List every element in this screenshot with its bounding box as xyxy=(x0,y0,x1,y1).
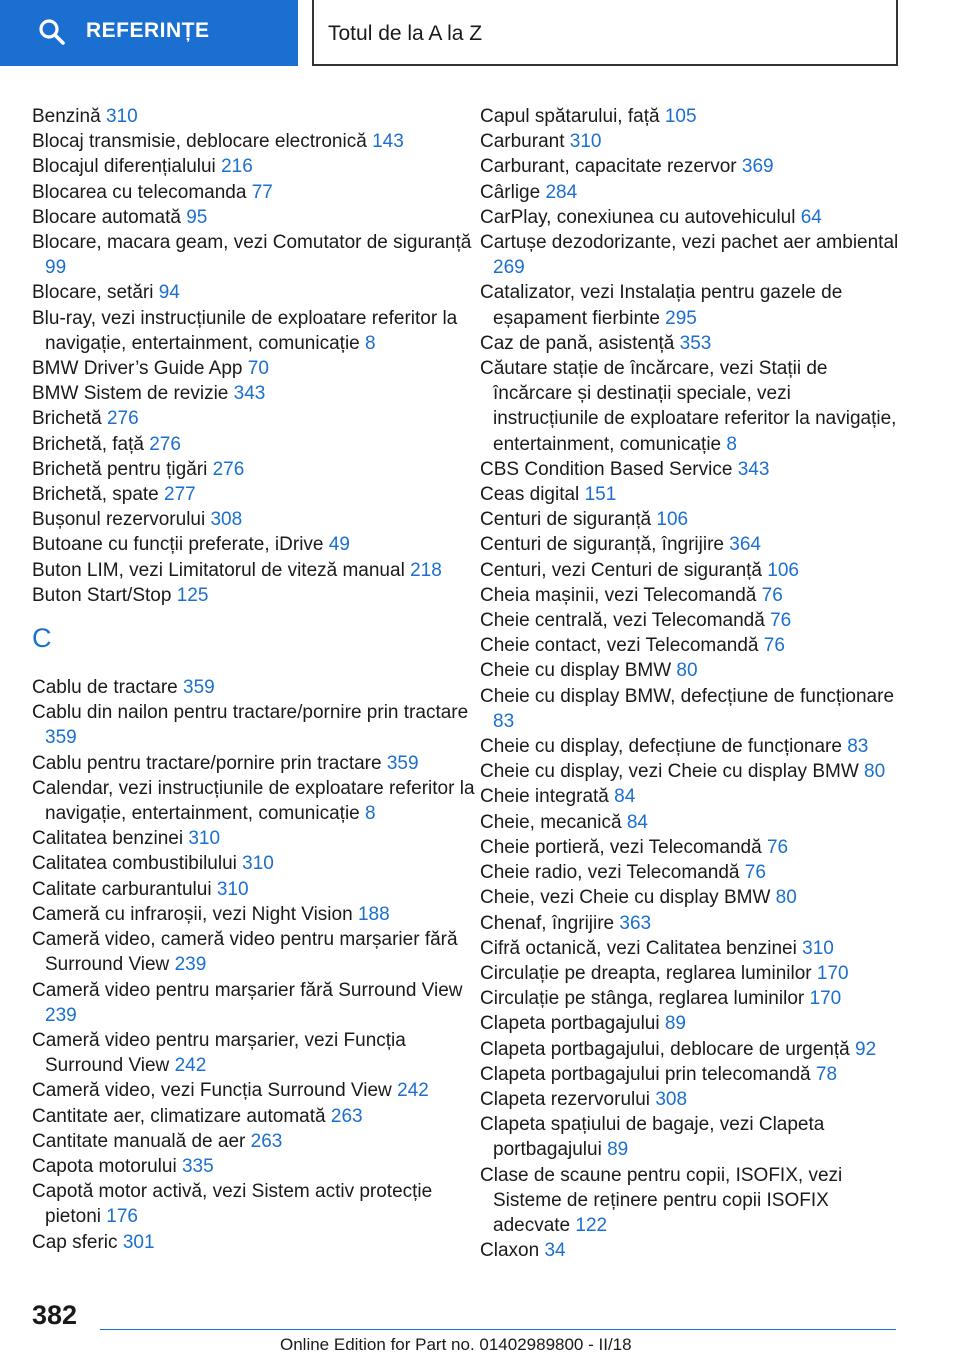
entry-text: Cheie cu display, defecțiune de funcționare xyxy=(480,736,842,758)
page-link[interactable]: 76 xyxy=(766,836,789,858)
index-entry xyxy=(480,885,900,910)
entry-text: Blocaj transmisie, deblocare electronică xyxy=(32,131,367,153)
index-entry xyxy=(32,1078,477,1103)
index-entry xyxy=(32,230,477,280)
index-entry xyxy=(480,356,900,457)
page-link[interactable]: 335 xyxy=(181,1155,214,1177)
entry-text: Claxon xyxy=(480,1240,540,1262)
page-link[interactable]: 8 xyxy=(365,803,376,825)
index-column-left xyxy=(32,104,477,1255)
index-entry xyxy=(480,1163,900,1239)
page-link[interactable]: 105 xyxy=(664,106,697,127)
page-link[interactable]: 363 xyxy=(619,912,652,934)
tab-referinte[interactable] xyxy=(0,0,298,66)
entry-text: Blu-ray, vezi instrucțiunile de exploatare referitor la navigație, entertainment, comunicație xyxy=(32,307,458,354)
entry-text: Blocajul diferențialului xyxy=(32,156,216,178)
index-entry xyxy=(480,684,900,734)
page-title: Totul de la A la Z xyxy=(328,22,483,45)
index-entry xyxy=(480,457,900,482)
page-link[interactable]: 301 xyxy=(122,1231,155,1253)
entry-text: Calitate carburantului xyxy=(32,878,212,900)
entry-text: Blocare automată xyxy=(32,206,181,228)
entry-text: Cârlige xyxy=(480,181,541,203)
entry-text: CarPlay, conexiunea cu autovehiculul xyxy=(480,206,796,228)
header-title-box xyxy=(312,0,898,66)
entry-text: Calendar, vezi instrucțiunile de exploatare referitor la navigație, entertainment, comunicație xyxy=(32,777,475,825)
entry-text: Cameră video pentru marșarier fără Surround View xyxy=(32,979,463,1001)
index-entry xyxy=(480,860,900,885)
index-entry xyxy=(32,104,477,129)
page-link[interactable]: 369 xyxy=(741,156,774,178)
page-link[interactable]: 89 xyxy=(607,1139,629,1161)
index-entry xyxy=(32,154,477,179)
index-entry xyxy=(32,851,477,876)
page-link[interactable]: 295 xyxy=(665,307,697,329)
page-link[interactable]: 76 xyxy=(770,610,792,632)
index-entry xyxy=(480,583,900,608)
entry-text: Circulație pe dreapta, reglarea luminilor xyxy=(480,962,812,984)
page-link[interactable]: 277 xyxy=(164,484,196,506)
page-link[interactable]: 364 xyxy=(729,534,761,556)
entry-text: Ceas digital xyxy=(480,484,580,506)
entry-text: Cablu pentru tractare/pornire prin tractare xyxy=(32,752,382,774)
entry-text: Cifră octanică, vezi Calitatea benzinei xyxy=(480,937,797,959)
entry-text: Blocarea cu telecomanda xyxy=(32,181,247,203)
index-column-right xyxy=(480,104,900,1263)
index-entry xyxy=(32,700,477,750)
entry-text: Bușonul rezervorului xyxy=(32,509,206,531)
page-link[interactable]: 343 xyxy=(737,458,770,480)
page-link[interactable]: 359 xyxy=(45,727,77,749)
entry-text: Centuri de siguranță, îngrijire xyxy=(480,534,724,556)
index-entry xyxy=(32,406,477,431)
header xyxy=(0,0,960,66)
entry-text: Cheie cu display BMW xyxy=(480,660,672,682)
index-entry xyxy=(480,759,900,784)
page-link[interactable]: 76 xyxy=(761,584,783,606)
index-entry xyxy=(480,331,900,356)
page-link[interactable]: 276 xyxy=(106,408,139,430)
index-entry xyxy=(480,230,900,280)
index-entry xyxy=(32,180,477,205)
entry-text: CBS Condition Based Service xyxy=(480,458,733,480)
entry-text: Brichetă xyxy=(32,408,102,430)
page-link[interactable]: 70 xyxy=(247,358,269,380)
index-entry xyxy=(32,532,477,557)
entry-text: Clapeta portbagajului prin telecomandă xyxy=(480,1063,811,1085)
index-entry xyxy=(32,558,477,583)
entry-text: Cheia mașinii, vezi Telecomandă xyxy=(480,584,757,606)
page-link[interactable]: 310 xyxy=(105,106,138,127)
page-link[interactable]: 8 xyxy=(365,332,376,354)
entry-text: Benzină xyxy=(32,106,101,127)
entry-text: BMW Driver’s Guide App xyxy=(32,358,243,380)
index-entry xyxy=(480,1037,900,1062)
index-entry xyxy=(480,180,900,205)
page-link[interactable]: 239 xyxy=(45,1004,77,1026)
index-entry xyxy=(32,675,477,700)
page-link[interactable]: 284 xyxy=(545,181,578,203)
entry-text: Caz de pană, asistență xyxy=(480,332,675,354)
entry-text: Clapeta portbagajului, deblocare de urgență xyxy=(480,1038,850,1060)
index-entry xyxy=(32,978,477,1028)
page-link[interactable]: 216 xyxy=(221,156,253,178)
entry-text: Blocare, macara geam, vezi Comutator de siguranță xyxy=(32,232,472,254)
entry-text: Catalizator, vezi Instalația pentru gazele de eșapament fierbinte xyxy=(480,282,843,329)
entry-text: Clapeta portbagajului xyxy=(480,1013,660,1035)
index-entry xyxy=(480,911,900,936)
index-entry xyxy=(32,877,477,902)
footer-edition: Online Edition for Part no. 01402989800 - II/18 xyxy=(280,1335,632,1354)
entry-text: Cheie cu display BMW, defecțiune de funcționare xyxy=(480,685,895,707)
entry-text: Capul spătarului, față xyxy=(480,106,660,127)
page-link[interactable]: 170 xyxy=(809,988,842,1010)
index-entry xyxy=(32,583,477,608)
index-entry xyxy=(480,482,900,507)
index-entry xyxy=(32,507,477,532)
page-link[interactable]: 78 xyxy=(815,1063,838,1085)
page-link[interactable]: 77 xyxy=(251,181,273,203)
page-link[interactable]: 310 xyxy=(188,828,221,850)
index-entry xyxy=(480,507,900,532)
entry-text: Clase de scaune pentru copii, ISOFIX, vezi Sisteme de reținere pentru copii ISOFIX adecvate xyxy=(480,1164,843,1236)
index-entry xyxy=(480,608,900,633)
page-link[interactable]: 242 xyxy=(397,1080,429,1102)
index-entry xyxy=(32,381,477,406)
page-link[interactable]: 151 xyxy=(584,484,617,506)
entry-text: Cheie contact, vezi Telecomandă xyxy=(480,635,759,657)
entry-text: Cameră video, vezi Funcția Surround View xyxy=(32,1080,392,1102)
page-link[interactable]: 239 xyxy=(174,954,207,976)
entry-text: Cameră video, cameră video pentru marșarier fără Surround View xyxy=(32,929,458,976)
page-link[interactable]: 188 xyxy=(357,903,390,925)
page-link[interactable]: 276 xyxy=(149,433,181,455)
entry-text: Buton LIM, vezi Limitatorul de viteză manual xyxy=(32,559,405,581)
entry-text: Blocare, setări xyxy=(32,282,154,304)
entry-text: Brichetă, spate xyxy=(32,484,159,506)
index-entry xyxy=(480,1087,900,1112)
entry-text: Carburant xyxy=(480,131,565,153)
entry-text: Butoane cu funcții preferate, iDrive xyxy=(32,534,324,556)
index-entry xyxy=(480,633,900,658)
index-entry xyxy=(480,129,900,154)
page-link[interactable]: 8 xyxy=(726,433,737,455)
page-link[interactable]: 84 xyxy=(614,786,636,808)
index-entry xyxy=(32,457,477,482)
entry-text: Capotă motor activă, vezi Sistem activ protecție pietoni xyxy=(32,1181,433,1228)
tab-label: REFERINȚE xyxy=(86,19,210,42)
page-link[interactable]: 125 xyxy=(176,584,209,606)
index-entry xyxy=(32,1230,477,1255)
search-icon xyxy=(38,18,66,46)
page-number: 382 xyxy=(32,1300,78,1330)
page-link[interactable]: 99 xyxy=(45,257,67,279)
page-link[interactable]: 76 xyxy=(763,635,785,657)
index-entry xyxy=(480,1011,900,1036)
page-link[interactable]: 80 xyxy=(676,660,698,682)
entry-text: Cap sferic xyxy=(32,1231,118,1253)
index-entry xyxy=(480,104,900,129)
entry-text: Căutare stație de încărcare, vezi Stații de încărcare și destinații speciale, vezi instrucțiunile de exploatare referitor la navigație, entertainment, comunicație xyxy=(480,358,897,455)
index-entry xyxy=(32,776,477,826)
page-link[interactable]: 359 xyxy=(386,752,419,774)
entry-text: Cantitate manuală de aer xyxy=(32,1130,246,1152)
page-link[interactable]: 353 xyxy=(679,332,712,354)
index-entry xyxy=(32,1104,477,1129)
page-link[interactable]: 34 xyxy=(544,1240,566,1262)
entry-text: Cablu de tractare xyxy=(32,677,178,699)
entry-text: Carburant, capacitate rezervor xyxy=(480,156,737,178)
page-link[interactable]: 80 xyxy=(775,887,797,909)
entry-text: Clapeta spațiului de bagaje, vezi Clapeta portbagajului xyxy=(480,1114,825,1161)
entry-text: Cablu din nailon pentru tractare/pornire prin tractare xyxy=(32,702,469,724)
entry-text: Cheie, vezi Cheie cu display BMW xyxy=(480,887,771,909)
page-link[interactable]: 143 xyxy=(372,131,404,153)
page-link[interactable]: 263 xyxy=(250,1130,283,1152)
entry-text: Centuri de siguranță xyxy=(480,509,652,531)
page-link[interactable]: 308 xyxy=(210,509,243,531)
page-link[interactable]: 310 xyxy=(802,937,834,959)
index-entry xyxy=(32,280,477,305)
page-link[interactable]: 92 xyxy=(855,1038,877,1060)
index-entry xyxy=(32,356,477,381)
page-link[interactable]: 89 xyxy=(664,1013,686,1035)
index-entry xyxy=(480,835,900,860)
index-entry xyxy=(32,306,477,356)
page-link[interactable]: 310 xyxy=(569,131,602,153)
page-link[interactable]: 276 xyxy=(212,458,245,480)
page-link[interactable]: 359 xyxy=(183,677,215,699)
index-entry xyxy=(480,961,900,986)
page-link[interactable]: 242 xyxy=(174,1055,207,1077)
index-entry xyxy=(480,658,900,683)
index-entry xyxy=(32,826,477,851)
section-letter: C xyxy=(32,623,52,654)
page-link[interactable]: 343 xyxy=(233,383,266,405)
index-entry xyxy=(32,927,477,977)
entry-text: Circulație pe stânga, reglarea luminilor xyxy=(480,988,805,1010)
page-link[interactable]: 83 xyxy=(847,736,869,758)
page-link[interactable]: 106 xyxy=(656,509,689,531)
index-entry xyxy=(32,129,477,154)
entry-text: Cameră video pentru marșarier, vezi Funcția Surround View xyxy=(32,1029,406,1077)
index-entry xyxy=(480,784,900,809)
page-link[interactable]: 80 xyxy=(864,761,886,783)
index-entry xyxy=(480,205,900,230)
entry-text: Cheie integrată xyxy=(480,786,609,808)
page-link[interactable]: 94 xyxy=(158,282,180,304)
index-entry xyxy=(32,1129,477,1154)
entry-text: Clapeta rezervorului xyxy=(480,1088,651,1110)
entry-text: Cheie radio, vezi Telecomandă xyxy=(480,862,740,884)
entry-text: Brichetă, față xyxy=(32,433,144,455)
page-link[interactable]: 122 xyxy=(575,1214,608,1236)
entry-text: Brichetă pentru țigări xyxy=(32,458,208,480)
index-entry xyxy=(480,154,900,179)
index-entry xyxy=(480,986,900,1011)
page-link[interactable]: 263 xyxy=(330,1105,363,1127)
page-link[interactable]: 83 xyxy=(493,710,515,732)
index-entry xyxy=(480,1112,900,1162)
entry-text: Buton Start/Stop xyxy=(32,584,172,606)
index-entry xyxy=(480,1238,900,1263)
entry-text: Calitatea combustibilului xyxy=(32,853,237,875)
index-entry xyxy=(32,751,477,776)
entry-text: Cheie centrală, vezi Telecomandă xyxy=(480,610,765,632)
page-link[interactable]: 310 xyxy=(216,878,249,900)
entry-text: BMW Sistem de revizie xyxy=(32,383,229,405)
page-link[interactable]: 310 xyxy=(242,853,274,875)
entry-text: Cheie cu display, vezi Cheie cu display BMW xyxy=(480,761,859,783)
entry-text: Cantitate aer, climatizare automată xyxy=(32,1105,326,1127)
index-entry xyxy=(480,936,900,961)
index-entry xyxy=(32,482,477,507)
entry-text: Capota motorului xyxy=(32,1155,177,1177)
page-link[interactable]: 106 xyxy=(767,559,799,581)
page-link[interactable]: 176 xyxy=(106,1206,138,1228)
entry-text: Centuri, vezi Centuri de siguranță xyxy=(480,559,762,581)
index-entry xyxy=(480,532,900,557)
entry-text: Cheie portieră, vezi Telecomandă xyxy=(480,836,762,858)
index-entry xyxy=(32,1179,477,1229)
page-link[interactable]: 218 xyxy=(410,559,442,581)
index-entry xyxy=(480,734,900,759)
index-entry xyxy=(32,205,477,230)
index-entry xyxy=(480,1062,900,1087)
index-entry xyxy=(32,902,477,927)
index-entry xyxy=(480,810,900,835)
page-link[interactable]: 49 xyxy=(328,534,350,556)
entry-text: Cheie, mecanică xyxy=(480,811,622,833)
footer-divider xyxy=(100,1329,896,1330)
page-link[interactable]: 84 xyxy=(626,811,648,833)
page-link[interactable]: 95 xyxy=(186,206,208,228)
entry-text: Chenaf, îngrijire xyxy=(480,912,615,934)
entry-text: Cameră cu infraroșii, vezi Night Vision xyxy=(32,903,353,925)
entry-text: Calitatea benzinei xyxy=(32,828,184,850)
page-link[interactable]: 308 xyxy=(655,1088,688,1110)
index-entry xyxy=(480,558,900,583)
page-link[interactable]: 269 xyxy=(493,257,525,279)
index-entry xyxy=(480,280,900,330)
index-entry xyxy=(32,1154,477,1179)
index-entry xyxy=(32,432,477,457)
page-link[interactable]: 170 xyxy=(816,962,849,984)
page-link[interactable]: 76 xyxy=(744,862,766,884)
index-entry xyxy=(32,1028,477,1078)
page-link[interactable]: 64 xyxy=(800,206,822,228)
entry-text: Cartușe dezodorizante, vezi pachet aer ambiental xyxy=(480,232,899,254)
